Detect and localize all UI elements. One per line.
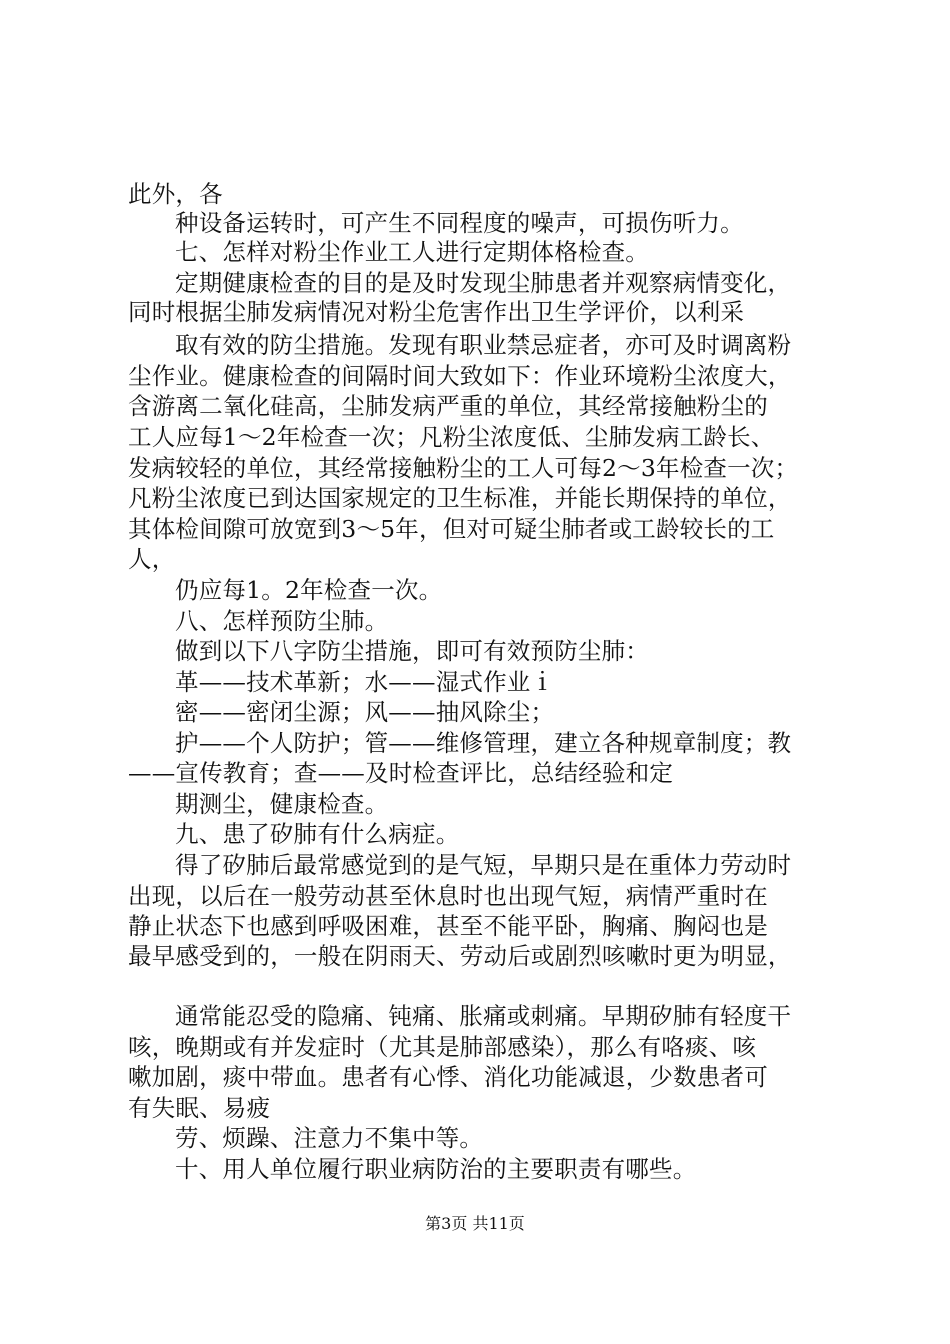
text-line: ——宣传教育；查——及时检查评比，总结经验和定: [128, 759, 674, 787]
text-line: 嗽加剧，痰中带血。患者有心悸、消化功能减退，少数患者可: [128, 1063, 768, 1091]
text-line: 革——技术革新；水——湿式作业ｉ: [175, 668, 555, 696]
text-line: 定期健康检查的目的是及时发现尘肺患者并观察病情变化，: [175, 269, 792, 297]
text-line: 仍应每1。2年检查一次。: [175, 576, 443, 604]
text-line: 有失眠、易疲: [128, 1094, 271, 1122]
section-heading: 十、用人单位履行职业病防治的主要职责有哪些。: [175, 1155, 697, 1183]
text-line: 出现，以后在一般劳动甚至休息时也出现气短，病情严重时在: [128, 882, 768, 910]
text-line: 最早感受到的，一般在阴雨天、劳动后或剧烈咳嗽时更为明显，: [128, 942, 792, 970]
text-line: 咳，晚期或有并发症时（尤其是肺部感染），那么有咯痰、咳: [128, 1033, 757, 1061]
section-heading: 九、患了矽肺有什么病症。: [175, 820, 460, 848]
text-line: 静止状态下也感到呼吸困难，甚至不能平卧，胸痛、胸闷也是: [128, 912, 768, 940]
text-line: 发病较轻的单位，其经常接触粉尘的工人可每2～3年检查一次；: [128, 454, 799, 482]
text-line: 种设备运转时，可产生不同程度的噪声，可损伤听力。: [175, 209, 744, 237]
text-line: 通常能忍受的隐痛、钝痛、胀痛或刺痛。早期矽肺有轻度干: [175, 1002, 792, 1030]
text-line: 同时根据尘肺发病情况对粉尘危害作出卫生学评价，以利采: [128, 298, 745, 326]
text-line: 护——个人防护；管——维修管理，建立各种规章制度；教: [175, 729, 792, 757]
text-line: 期测尘，健康检查。: [175, 790, 389, 818]
section-heading: 八、怎样预防尘肺。: [175, 607, 389, 635]
page-number-footer: 第3页 共11页: [425, 1214, 525, 1233]
text-line: 凡粉尘浓度已到达国家规定的卫生标准，并能长期保持的单位，: [128, 484, 792, 512]
text-line: 做到以下八字防尘措施，即可有效预防尘肺：: [175, 637, 649, 665]
text-line: 尘作业。健康检查的间隔时间大致如下：作业环境粉尘浓度大，: [128, 362, 792, 390]
text-line: 其体检间隙可放宽到3～5年，但对可疑尘肺者或工龄较长的工: [128, 515, 775, 543]
text-line: 含游离二氧化硅高，尘肺发病严重的单位，其经常接触粉尘的: [128, 392, 768, 420]
text-line: 工人应每1～2年检查一次；凡粉尘浓度低、尘肺发病工龄长、: [128, 423, 775, 451]
section-heading: 七、怎样对粉尘作业工人进行定期体格检查。: [175, 238, 649, 266]
text-line: 劳、烦躁、注意力不集中等。: [175, 1124, 484, 1152]
text-line: 得了矽肺后最常感觉到的是气短，早期只是在重体力劳动时: [175, 851, 792, 879]
text-line: 人，: [128, 545, 176, 573]
text-line: 此外，各: [128, 180, 223, 208]
text-line: 取有效的防尘措施。发现有职业禁忌症者，亦可及时调离粉: [175, 331, 792, 359]
text-line: 密——密闭尘源；风——抽风除尘；: [175, 698, 555, 726]
